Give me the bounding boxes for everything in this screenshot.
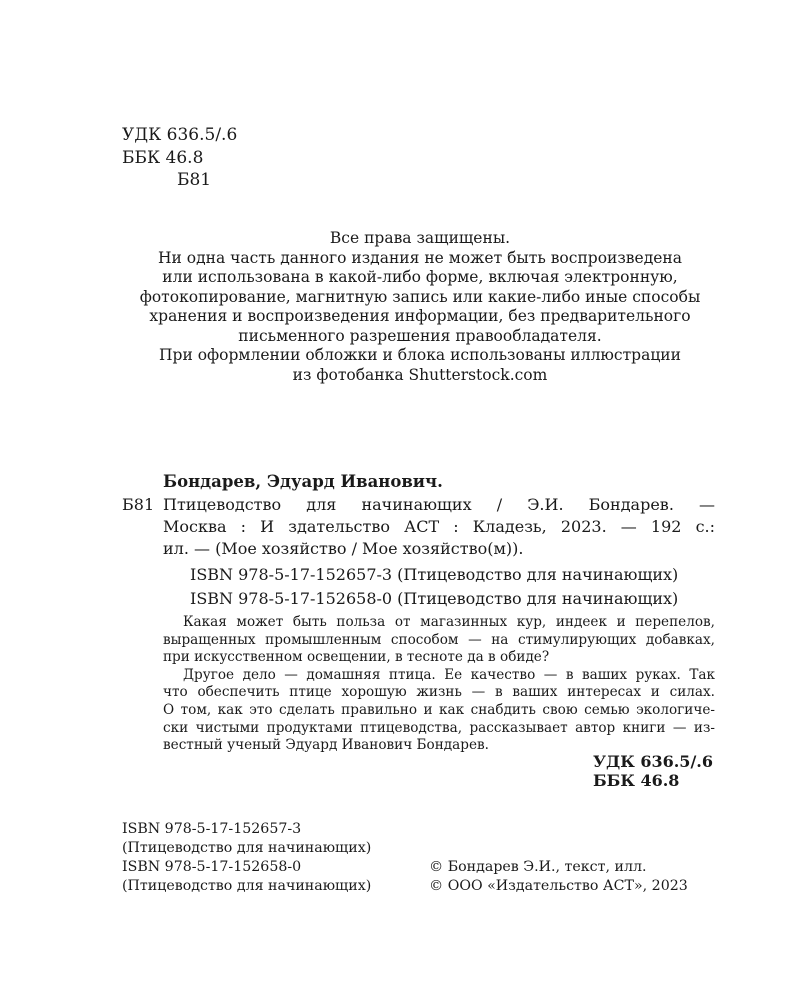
illustrations-line: При оформлении обложки и блока использованы иллюстрации [159,346,681,364]
rights-line: фотокопирование, магнитную запись или какие-либо иные способы [139,287,701,306]
rights-notice [100,229,740,346]
abstract-udk: УДК 636.5/.6 [593,752,713,771]
bottom-isbn-2: ISBN 978-5-17-152658-0 [122,859,302,875]
bib-title-line: Птицеводство для начинающих / Э.И. Бондарев. — [163,495,715,514]
abstract-line: что обеспечить птице хорошую жизнь — в ваших интересах и силах. [163,684,715,701]
rights-line: Все права защищены. [329,229,511,247]
rights-line: письменного разрешения правообладателя. [238,326,602,345]
bib-author-mark: Б81 [122,495,155,514]
rights-line: Ни одна часть данного издания не может быть воспроизведена [157,248,682,267]
udk-code: УДК 636.5/.6 [122,125,238,145]
abstract-line: О том, как это сделать правильно и как снабдить свою семью экологиче- [163,701,715,718]
copyright-publisher: © ООО «Издательство АСТ», 2023 [429,878,688,894]
illustrations-notice [100,346,740,385]
bbk-code: ББК 46.8 [122,148,204,168]
bib-isbn-2: ISBN 978-5-17-152658-0 (Птицеводство для начинающих) [190,589,679,608]
illustrations-line: из фотобанка Shutterstock.com [292,365,548,384]
abstract-line: при искусственном освещении, в тесноте да в обиде? [163,649,550,666]
abstract-bbk: ББК 46.8 [593,771,680,790]
author-mark: Б81 [177,170,212,190]
bottom-isbn-1-title: (Птицеводство для начинающих) [122,840,372,856]
copyright-author: © Бондарев Э.И., текст, илл. [429,859,647,875]
bib-series-line: ил. — (Мое хозяйство / Мое хозяйство(м)). [163,539,524,558]
book-abstract [163,614,715,755]
abstract-line: выращенных промышленным способом — на стимулирующих добавках, [163,631,715,648]
abstract-line: вестный ученый Эдуард Иванович Бондарев. [163,737,489,754]
abstract-line: ски чистыми продуктами птицеводства, рассказывает автор книги — из- [163,719,715,736]
bib-publisher-line: Москва : И здательство АСТ : Кладезь, 2023. — 192 с.: [163,517,715,536]
bottom-isbn-2-title: (Птицеводство для начинающих) [122,878,372,894]
abstract-line: Другое дело — домашняя птица. Ее качество — в ваших руках. Так [183,666,715,683]
book-author: Бондарев, Эдуард Иванович. [163,472,443,491]
bottom-isbn-1: ISBN 978-5-17-152657-3 [122,821,302,837]
rights-line: или использована в какой-либо форме, включая электронную, [162,268,678,286]
rights-line: хранения и воспроизведения информации, без предварительного [149,307,691,325]
abstract-line: Какая может быть польза от магазинных кур, индеек и перепелов, [183,614,715,630]
bib-isbn-1: ISBN 978-5-17-152657-3 (Птицеводство для начинающих) [190,565,679,584]
